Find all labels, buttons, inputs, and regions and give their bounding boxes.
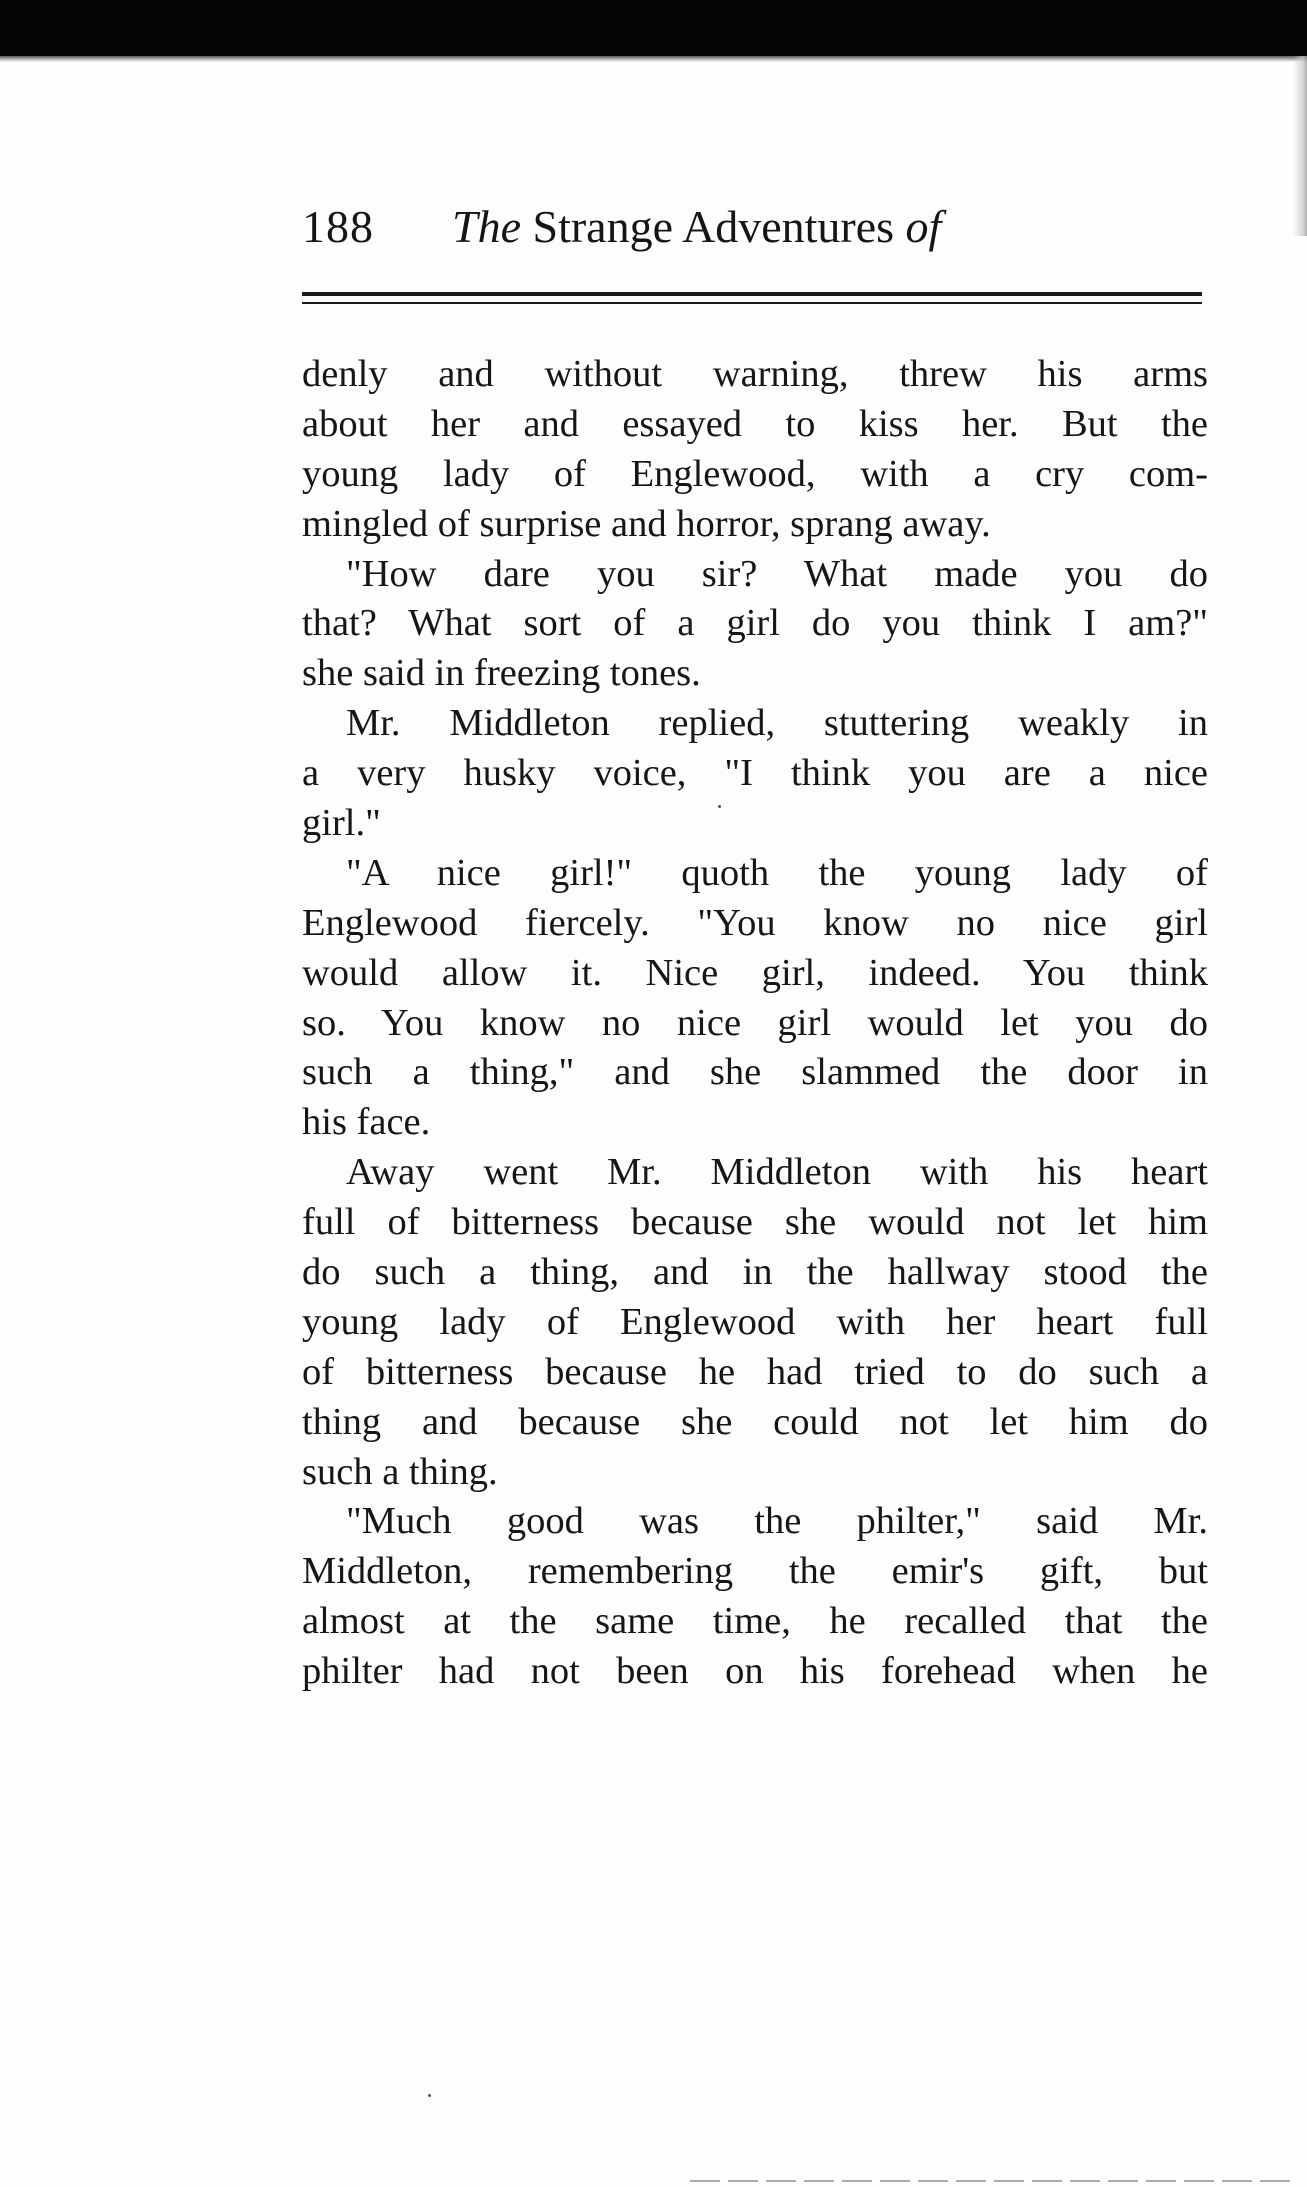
text-line: thing and because she could not let him do (302, 1400, 1208, 1443)
text-line: his face. (302, 1101, 431, 1144)
text-line: Away went Mr. Middleton with his heart (346, 1151, 1208, 1194)
scan-right-edge (1293, 56, 1307, 236)
running-title-of: of (905, 201, 942, 252)
print-speck (428, 2094, 431, 2097)
text-line: young lady of Englewood with her heart full (302, 1300, 1208, 1343)
text-line: denly and without warning, threw his arms (302, 353, 1208, 395)
text-line: do such a thing, and in the hallway stood the (302, 1251, 1208, 1294)
text-line: a very husky voice, "I think you are a nice (302, 752, 1208, 795)
scan-top-border (0, 0, 1307, 56)
text-line: that? What sort of a girl do you think I am?" (302, 602, 1208, 645)
text-line: full of bitterness because she would not let him (302, 1201, 1208, 1244)
text-line: Middleton, remembering the emir's gift, but (302, 1550, 1208, 1593)
scan-top-shadow (0, 56, 1307, 62)
text-line: "A nice girl!" quoth the young lady of (346, 851, 1208, 894)
running-title-the: The (452, 201, 521, 252)
text-line: of bitterness because he had tried to do such a (302, 1350, 1208, 1393)
text-line: she said in freezing tones. (302, 652, 701, 695)
running-header (302, 200, 1202, 270)
text-line: girl." (302, 802, 381, 845)
text-line: young lady of Englewood, with a cry com- (302, 452, 1208, 495)
text-line: philter had not been on his forehead when he (302, 1650, 1208, 1693)
text-line: would allow it. Nice girl, indeed. You think (302, 951, 1208, 994)
text-line: so. You know no nice girl would let you do (302, 1001, 1208, 1044)
print-speck (718, 805, 721, 808)
page-number: 188 (302, 201, 374, 252)
text-line: Englewood fiercely. "You know no nice girl (302, 901, 1208, 944)
header-rule-thick (302, 292, 1202, 296)
running-title (452, 200, 941, 253)
text-line: almost at the same time, he recalled that the (302, 1600, 1208, 1643)
header-rule-thin (302, 302, 1202, 304)
text-line: such a thing," and she slammed the door in (302, 1051, 1208, 1094)
text-line: about her and essayed to kiss her. But the (302, 402, 1208, 445)
text-line: such a thing. (302, 1450, 498, 1493)
running-title-main: Strange Adventures (532, 201, 895, 252)
text-line: mingled of surprise and horror, sprang away. (302, 502, 991, 545)
text-line: "Much good was the philter," said Mr. (346, 1500, 1208, 1543)
text-line: Mr. Middleton replied, stuttering weakly in (346, 702, 1208, 745)
body-text (302, 350, 1208, 1697)
text-line: "How dare you sir? What made you do (346, 552, 1208, 595)
scan-bottom-marks (690, 2180, 1290, 2182)
